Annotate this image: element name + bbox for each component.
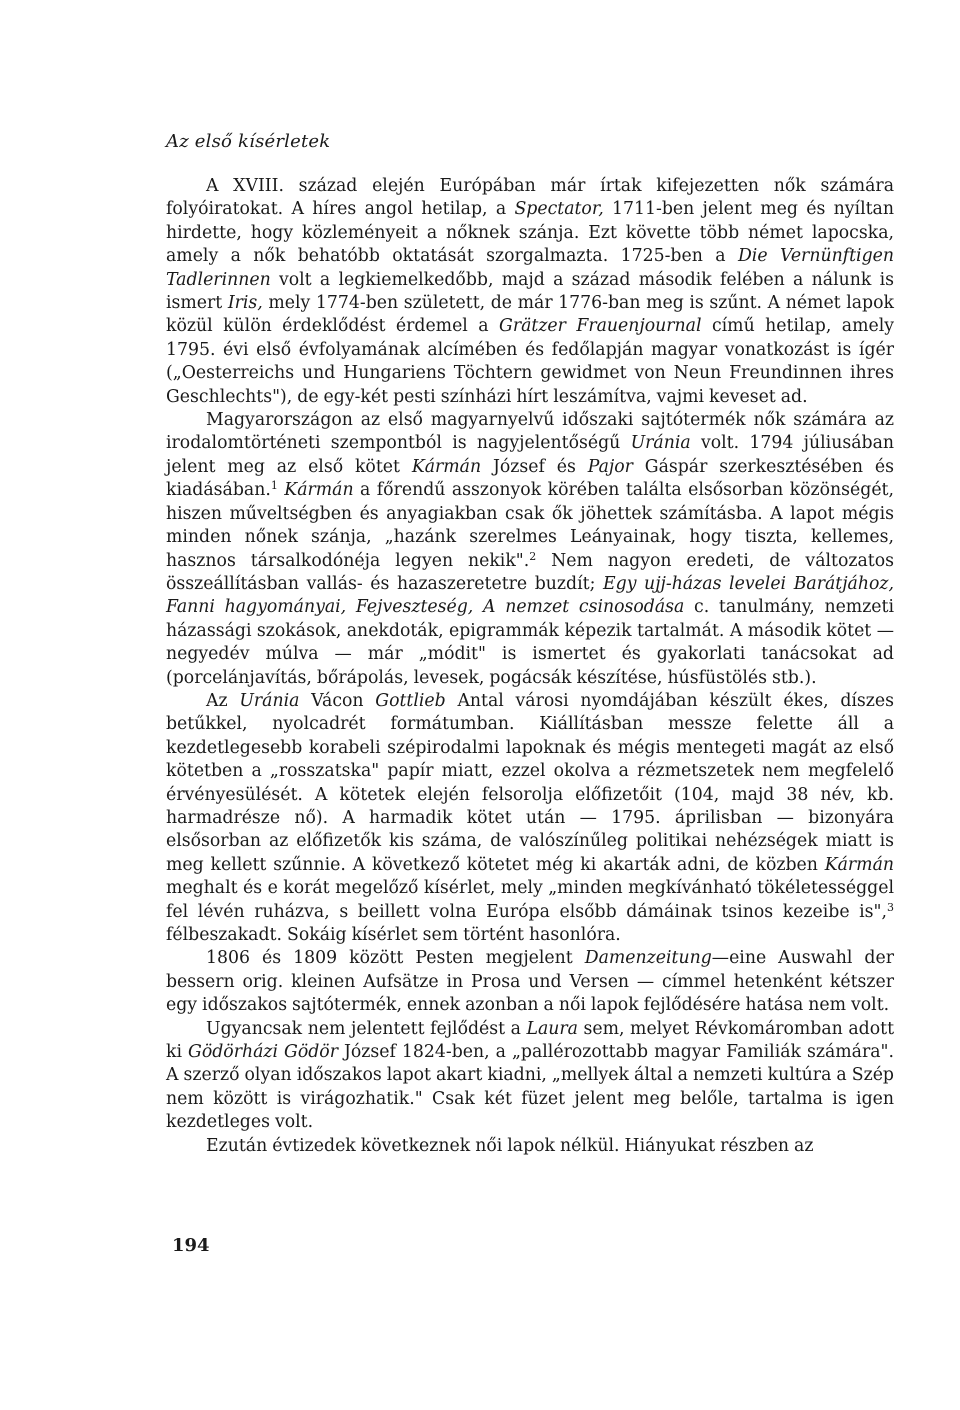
text-run: Ugyancsak nem jelentett fejlődést a xyxy=(206,1018,527,1039)
text-run: Kármán xyxy=(824,854,894,875)
page-number: 194 xyxy=(172,1235,210,1256)
paragraph xyxy=(166,175,894,409)
text-run: volt. 1794 júliusában jelent meg az első kötet xyxy=(166,433,894,477)
text-run: Gödörházi Gödör xyxy=(188,1042,338,1063)
body-text xyxy=(166,175,894,1158)
section-title: Az első kísérletek xyxy=(166,131,331,152)
text-run: Nem nagyon eredeti, de változatos összeállításban vallás- és hazaszeretetre buzdít; xyxy=(166,550,894,594)
text-run: József és xyxy=(481,456,588,477)
text-run: Az xyxy=(206,690,240,711)
text-run: sem, melyet Révkomáromban adott ki xyxy=(166,1018,895,1063)
text-run: Iris, xyxy=(227,293,263,314)
footnote-ref: 2 xyxy=(529,549,537,563)
text-run: Gáspár szerkesztésében és kiadásában. xyxy=(166,456,894,501)
text-run: Spectator, xyxy=(514,199,604,220)
text-run: Egy ujj-házas levelei Barátjához, Fanni hagyományai, Fejveszteség, A nemzet csinosodása xyxy=(166,573,894,618)
text-run: volt a legkiemelkedőbb, majd a század második felében a nálunk is ismert xyxy=(166,269,894,314)
paragraph xyxy=(166,409,894,690)
text-run: Kármán xyxy=(411,456,482,477)
text-run: József 1824-ben, a „pallérozottabb magyar Familiák számára". A szerző olyan időszakos lapot akart kiadni, „mellyek által a nemzeti kultúra a Szép nem között is virágozhatik." Csak két füzet jelent meg belőle, tartalma is igen kezdetleges volt. xyxy=(166,1042,894,1133)
text-run: —eine Auswahl der bessern orig. kleinen Aufsätze in Prosa und Versen — címmel hetenként kétszer egy időszakos sajtótermék, ennek azonban a női lapok fejlődésére hatása nem volt. xyxy=(166,948,894,1016)
footnote-ref: 1 xyxy=(270,479,278,493)
text-run: Uránia xyxy=(239,690,300,711)
text-run: Gottlieb xyxy=(375,690,446,711)
text-run: A XVIII. század elején Európában már írtak kifejezetten nők számára folyóiratokat. A híres angol hetilap, a xyxy=(166,176,894,220)
text-run: Die Vernünftigen Tadlerinnen xyxy=(166,246,894,290)
text-run: Pajor xyxy=(587,456,633,477)
text-run: Uránia xyxy=(630,433,691,454)
text-run: a főrendű asszonyok körében találta elsősorban közönségét, hiszen műveltségben és anyagiakban csak ők jöhettek számításba. A lapot mégis minden nőnek szánja, „hazánk szerelmes Leányainak, hogy tiszta, kellemes, hasznos társalkodónéja legyen nekik". xyxy=(166,480,894,571)
text-run: című hetilap, amely 1795. évi első évfolyamának alcímében és fedőlapján magyar vonatkozást is ígér („Oesterreichs und Hungariens Töchtern gewidmet von Neun Freundinnen ihres Geschlechts"), de egy-két pesti színházi hírt leszámítva, vajmi keveset ad. xyxy=(166,316,894,407)
text-run: 1711-ben jelent meg és nyíltan hirdette, hogy közleményeit a nőknek szánja. Ezt követte több német lapocska, amely a nők behatóbb oktatását szorgalmazta. 1725-ben a xyxy=(166,199,894,267)
text-run: Damenzeitung xyxy=(584,948,712,969)
text-run: Laura xyxy=(526,1018,578,1039)
text-run: Antal városi nyomdájában készült ékes, díszes betűkkel, nyolcadrét formátumban. Kiállításban messze felette áll a kezdetlegesebb korabeli szépirodalmi lapoknak és mégis mentegeti magát az első kötetben a „rosszatska" papír miatt, ezzel okolva a rézmetszetek nem megfelelő érvényesülését. A kötetek elején felsorolja előfizetőit (104, majd 38 név, kb. harmadrésze nő). A harmadik kötet után — 1795. áprilisban — bizonyára elsősorban az előfizetők kis száma, de valószínűleg politikai nehézségek miatt is meg kellett szűnnie. A következő kötetet még ki akarták adni, de közben xyxy=(166,690,894,875)
text-run: Kármán xyxy=(284,480,354,501)
text-run: Magyarországon az első magyarnyelvű időszaki sajtótermék nők számára az irodalomtörténeti szempontból is nagyjelentőségű xyxy=(166,410,894,454)
paragraph xyxy=(166,1018,894,1135)
text-run: Grätzer Frauenjournal xyxy=(499,316,702,337)
paragraph xyxy=(166,1135,894,1158)
paragraph xyxy=(166,690,894,947)
text-run: mely 1774-ben született, de már 1776-ban meg is szűnt. A német lapok közül külön érdeklődést érdemel a xyxy=(166,293,894,337)
paragraph xyxy=(166,947,894,1017)
text-run: félbeszakadt. Sokáig kísérlet sem történt hasonlóra. xyxy=(166,925,621,945)
text-run: Ezután évtizedek következnek női lapok nélkül. Hiányukat részben az xyxy=(206,1135,814,1156)
text-run: c. tanulmány, nemzeti házassági szokások, anekdoták, epigrammák képezik tartalmát. A második kötet — negyedév múlva — már „módit" is ismertet és gyakorlati tanácsokat ad (porcelánjavítás, bőrápolás, levesek, pogácsák készítése, húsfüstölés stb.). xyxy=(166,597,894,688)
footnote-ref: 3 xyxy=(887,900,894,914)
text-run: 1806 és 1809 között Pesten megjelent xyxy=(206,948,585,969)
text-run: Vácon xyxy=(299,690,376,711)
text-run: meghalt és e korát megelőző kísérlet, mely „minden megkívánható tökéletességgel fel lévén ruházva, s beillett volna Európa elsőbb dámáinak tsinos kezeibe is", xyxy=(166,878,894,922)
